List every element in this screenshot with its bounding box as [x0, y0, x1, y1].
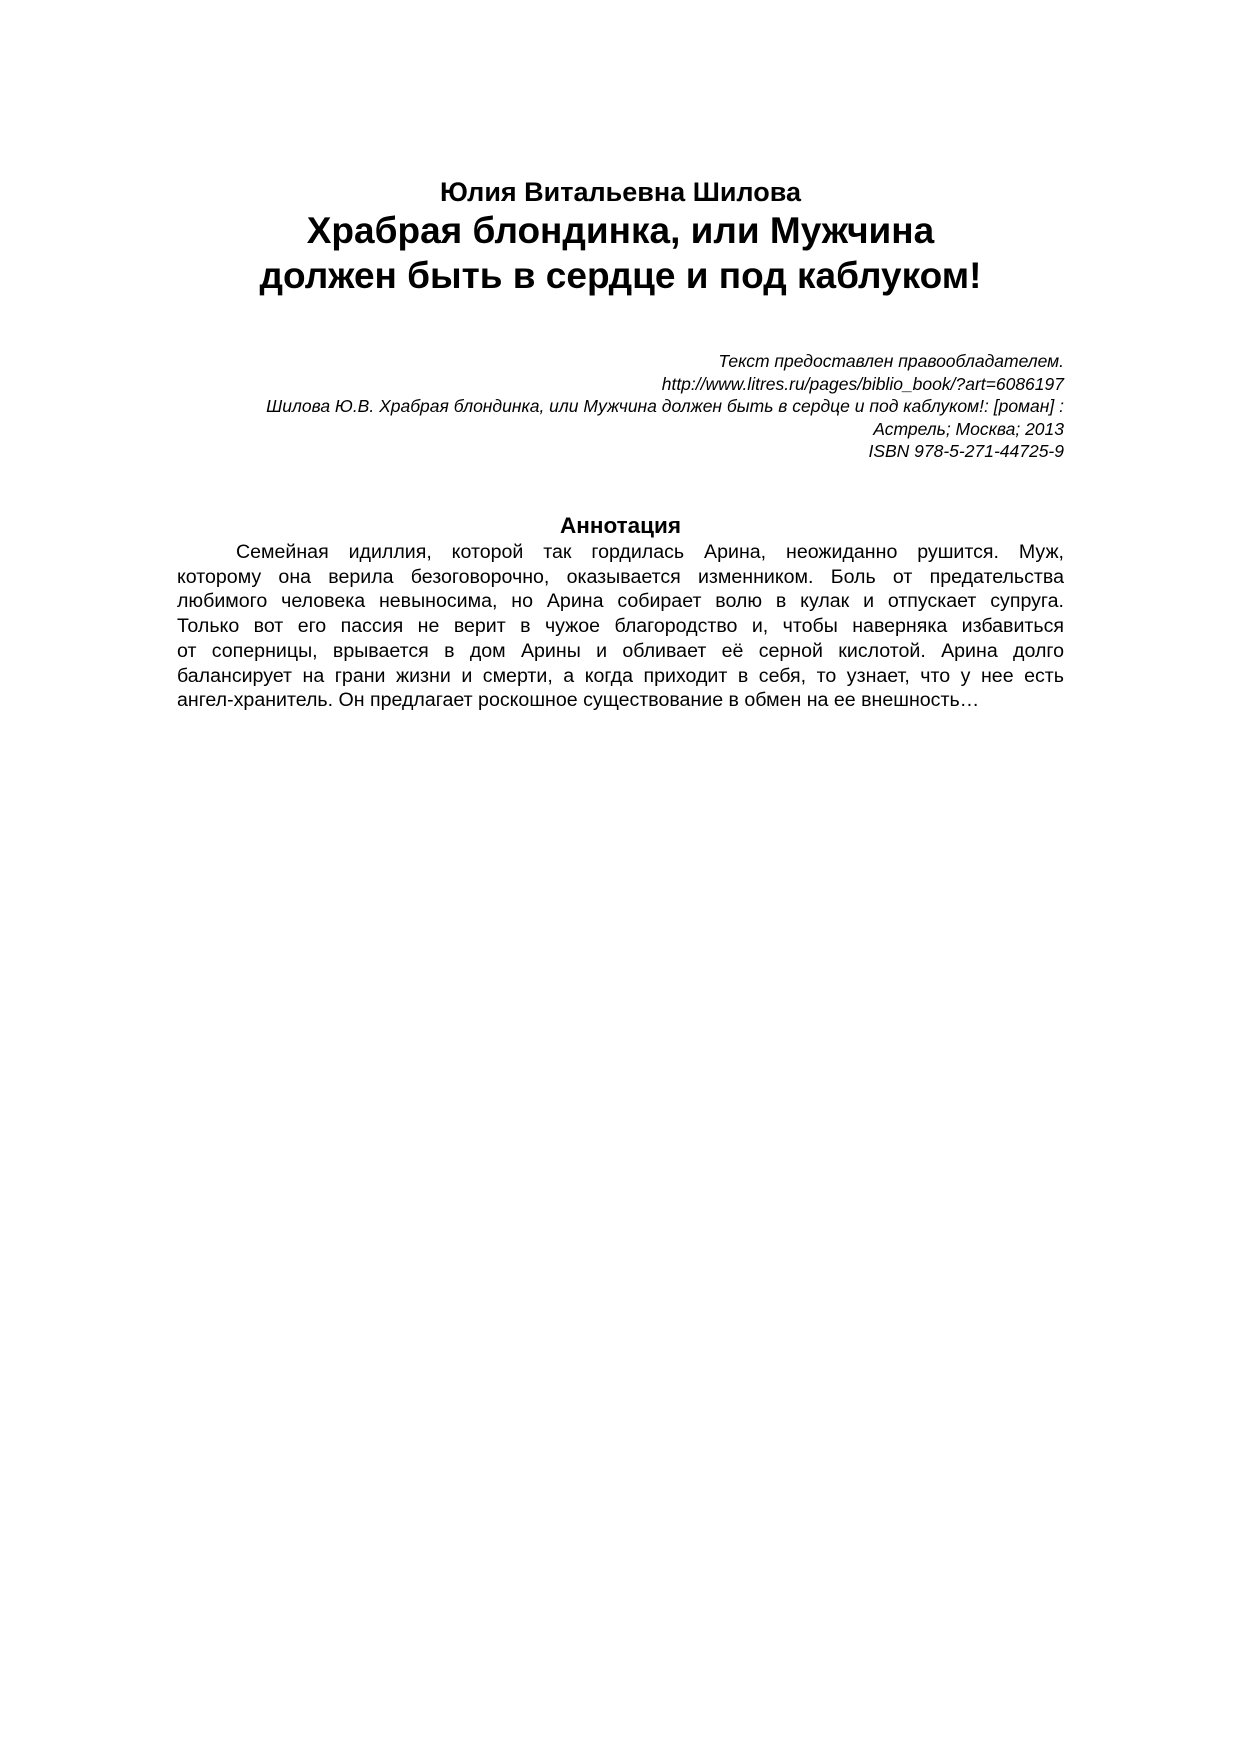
- annotation-line: ангел-хранитель. Он предлагает роскошное существование в обмен на ее внешность…: [177, 689, 980, 712]
- publication-metadata: [177, 350, 1064, 463]
- annotation-line: Только вот его пассия не верит в чужое благородство и, чтобы наверняка избавиться: [177, 615, 1064, 638]
- book-title-line-1: Храбрая блондинка, или Мужчина: [306, 210, 935, 251]
- annotation-heading: Аннотация: [560, 513, 681, 538]
- annotation-line: любимого человека невыносима, но Арина собирает волю в кулак и отпускает супруга.: [177, 590, 1064, 613]
- annotation-line: Семейная идиллия, которой так гордилась Арина, неожиданно рушится. Муж,: [236, 541, 1064, 563]
- author-name: Юлия Витальевна Шилова: [440, 177, 801, 207]
- rights-holder-note: Текст предоставлен правообладателем.: [718, 351, 1064, 371]
- annotation-line: балансирует на грани жизни и смерти, а когда приходит в себя, то узнает, что у нее есть: [177, 664, 1064, 687]
- book-title-line-2: должен быть в сердце и под каблуком!: [259, 255, 982, 296]
- source-url: http://www.litres.ru/pages/biblio_book/?art=6086197: [661, 373, 1064, 394]
- annotation-text: [177, 540, 1064, 713]
- annotation-line: которому она верила безоговорочно, оказывается изменником. Боль от предательства: [177, 565, 1064, 588]
- bibliographic-reference: Шилова Ю.В. Храбрая блондинка, или Мужчина должен быть в сердце и под каблуком!: [роман] :: [266, 396, 1064, 417]
- isbn: ISBN 978-5-271-44725-9: [868, 441, 1064, 462]
- annotation-line: от соперницы, врывается в дом Арины и обливает её серной кислотой. Арина долго: [177, 639, 1064, 662]
- publisher-info: Астрель; Москва; 2013: [873, 418, 1064, 439]
- book-title: [0, 208, 1241, 298]
